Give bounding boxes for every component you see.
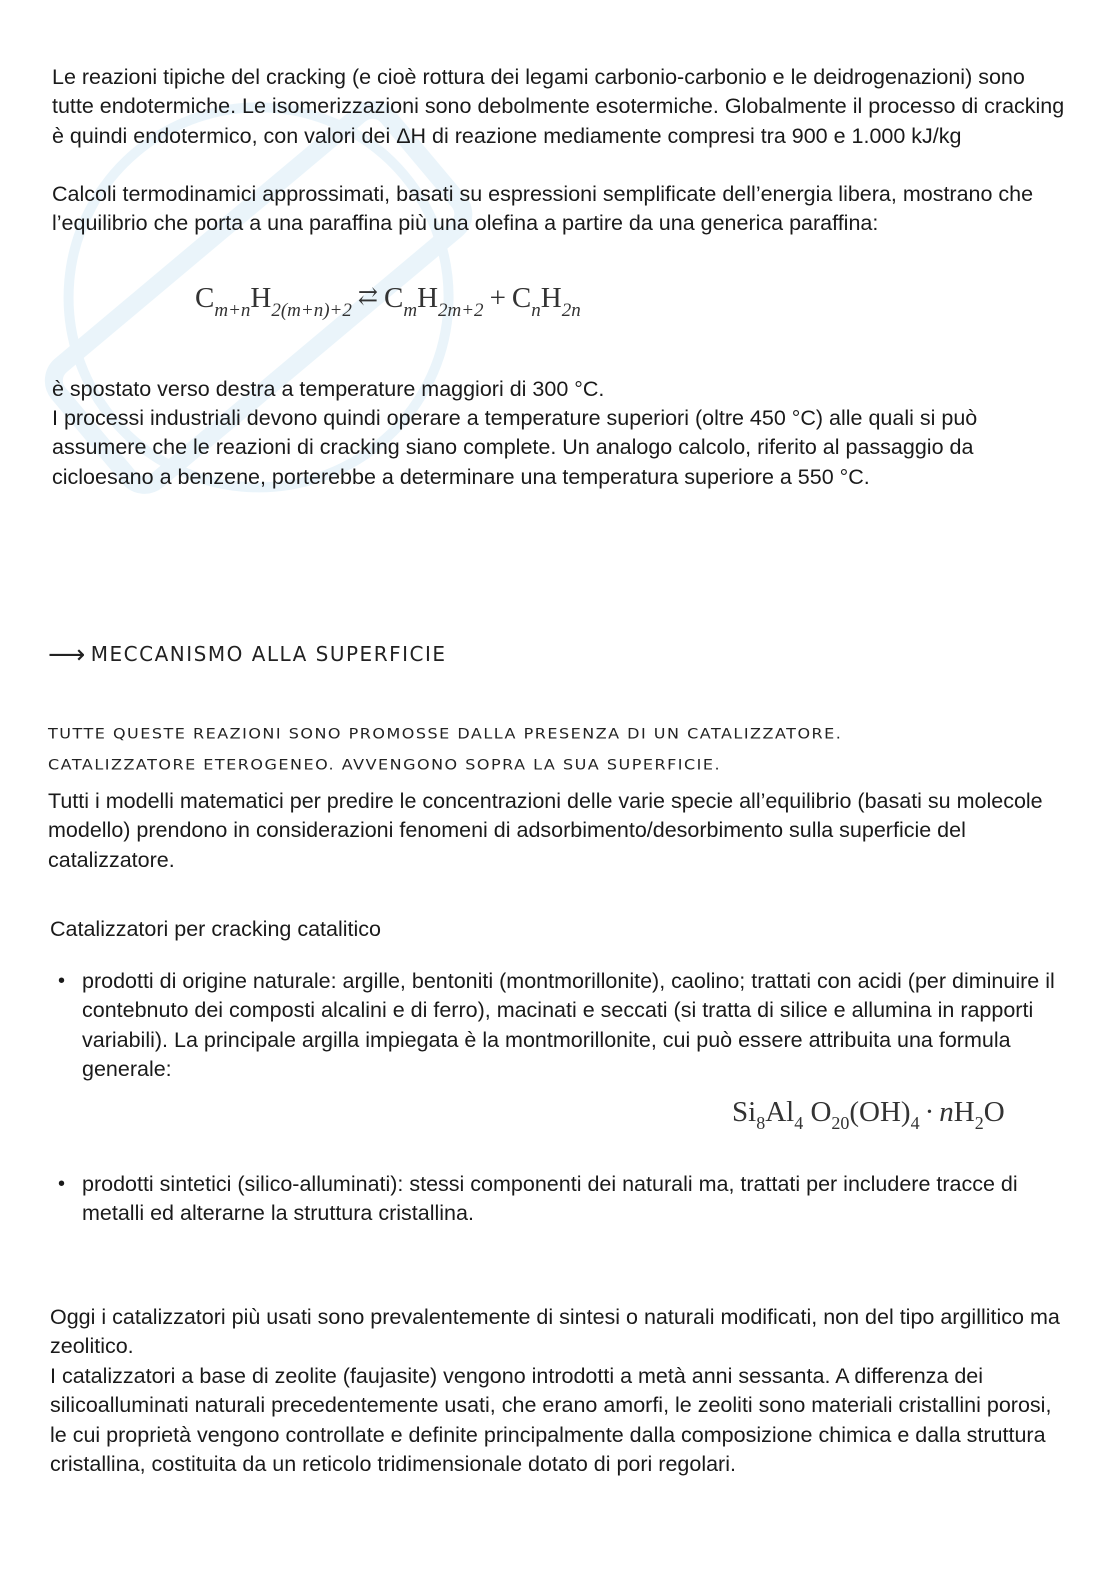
catalysts-list-1 [58,967,1068,1084]
cracking-equation: $C_{m+n}H_{2(m+n)+2}⇄$ $C_mH_{2m+2} + C_nH_{2n}$ [195,282,581,321]
handwritten-note-line-2: CATALIZZATORE ETEROGENEO. AVVENGONO SOPRA LA SUA SUPERFICIE. [48,755,722,774]
conclusion-paragraph-1: Oggi i catalizzatori più usati sono prevalentemente di sintesi o naturali modificati, non del tipo argillitico ma zeolitico. [50,1305,1060,1359]
handwritten-heading: ⟶ MECCANISMO ALLA SUPERFICIE [48,640,447,670]
arrow-right-icon: ⟶ [48,640,87,670]
list-item-synthetic: • prodotti sintetici (silico-alluminati): stessi componenti dei naturali ma, trattati per includere tracce di metalli ed alterarne la struttura cristallina. [58,1170,1068,1229]
handwritten-note-line-1: TUTTE QUESTE REAZIONI SONO PROMOSSE DALLA PRESENZA DI UN CATALIZZATORE. [48,724,843,743]
conclusion-paragraph-2: I catalizzatori a base di zeolite (faujasite) vengono introdotti a metà anni sessanta. A differenza dei silicoalluminati naturali precedentemente usati, che erano amorfi, le zeoliti sono materiali cristallini porosi, le cui proprietà vengono controllate e definite principalmente dalla composizione chimica e dalla struttura cristallina, costituita da un reticolo tridimensionale dotato di pori regolari. [50,1364,1052,1476]
intro-paragraph-1: Le reazioni tipiche del cracking (e cioè rottura dei legami carbonio-carbonio e le deidrogenazioni) sono tutte endotermiche. Le isomerizzazioni sono debolmente esotermiche. Globalmente il processo di cracking è quindi endotermico, con valori dei ΔH di reazione mediamente compresi tra 900 e 1.000 kJ/kg [52,65,1065,148]
catalysts-list-2 [58,1170,1068,1229]
equilibrium-arrows-icon: ⇄ [357,284,378,310]
list-item-natural: • prodotti di origine naturale: argille, bentoniti (montmorillonite), caolino; trattati con acidi (per diminuire il contebnuto dei composti alcalini e di ferro), macinati e seccati (si tratta di silice e allumina in rapporti variabili). La principale argilla impiegata è la montmorillonite, cui può essere attribuita una formula generale: [58,967,1068,1084]
after-equation-paragraph-2: I processi industriali devono quindi operare a temperature superiori (oltre 450 °C) alle quali si può assumere che le reazioni di cracking siano complete. Un analogo calcolo, riferito al passaggio da cicloesano a benzene, porterebbe a determinare una temperatura superiore a 550 °C. [52,406,978,489]
catalysts-title: Catalizzatori per cracking catalitico [50,917,381,941]
after-equation-paragraph-1: è spostato verso destra a temperature maggiori di 300 °C. [52,377,605,401]
intro-paragraph-2: Calcoli termodinamici approssimati, basati su espressioni semplificate dell’energia libera, mostrano che l’equilibrio che porta a una paraffina più una olefina a partire da una generica paraffina: [52,182,1034,236]
montmorillonite-formula: $Si_8Al_4$ $O_{20}(OH)_4 \cdot nH_2O$ [732,1096,1005,1133]
models-paragraph: Tutti i modelli matematici per predire le concentrazioni delle varie specie all’equilibrio (basati su molecole modello) prendono in considerazioni fenomeni di adsorbimento/desorbimento sulla superficie del catalizzatore. [48,789,1043,872]
